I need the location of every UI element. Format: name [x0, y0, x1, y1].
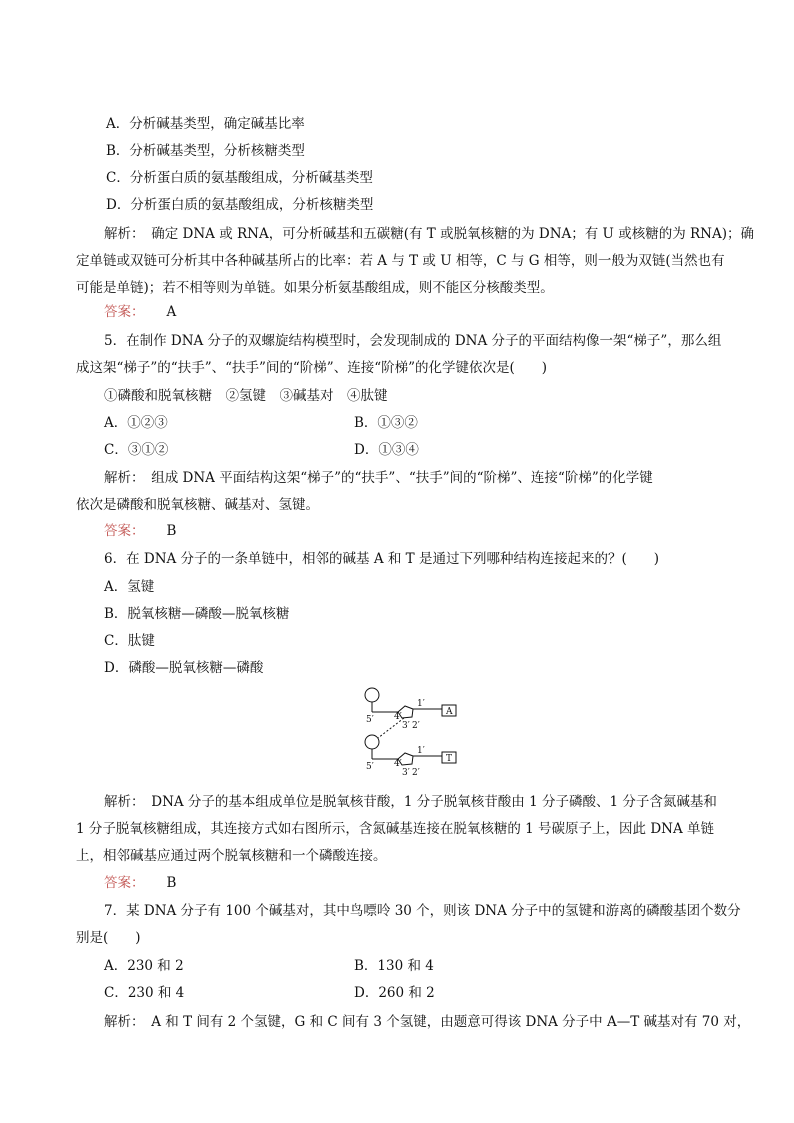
q5-items: ①磷酸和脱氧核糖 ②氢键 ③碱基对 ④肽键 [104, 388, 388, 404]
phosphodiester-link [378, 718, 404, 738]
answer-label: 答案： [104, 304, 145, 320]
q7-option-a: A．230 和 2 [104, 958, 184, 974]
q7-analysis-line-1: 解析： A 和 T 间有 2 个氢键，G 和 C 间有 3 个氢键，由题意可得该 DNA 分子中 A—T 碱基对有 70 对， [104, 1014, 751, 1030]
q7-stem-line-1: 7．某 DNA 分子有 100 个碱基对，其中鸟嘌呤 30 个，则该 DNA 分子中的氢键和游离的磷酸基团个数分 [104, 903, 741, 919]
q4-analysis-line-2: 定单链或双链可分析其中各种碱基所占的比率：若 A 与 T 或 U 相等，C 与 G 相等，则一般为双链(当然也有 [76, 253, 725, 269]
q6-stem: 6．在 DNA 分子的一条单链中，相邻的碱基 A 和 T 是通过下列哪种结构连接起来的？( ) [104, 551, 660, 567]
q4-analysis-line-3: 可能是单链)；若不相等则为单链。如果分析氨基酸组成，则不能区分核酸类型。 [76, 280, 554, 296]
nucleotide-chain-diagram [360, 686, 460, 776]
q5-option-d: D．①③④ [354, 442, 419, 458]
carbon-label-2-bottom: 2′ [412, 768, 420, 776]
q6-option-a: A．氢键 [104, 579, 155, 595]
carbon-label-5-bottom: 5′ [366, 762, 374, 772]
q6-option-b: B．脱氧核糖—磷酸—脱氧核糖 [104, 606, 290, 622]
base-label-top: A [446, 707, 453, 717]
q5-option-c: C．③①② [104, 442, 169, 458]
q4-answer [104, 303, 176, 321]
carbon-label-3-top: 3′ [402, 721, 410, 731]
q7-stem-line-2: 别是( ) [76, 930, 141, 946]
q4-option-b: B．分析碱基类型，分析核糖类型 [106, 143, 305, 159]
q5-answer [104, 522, 176, 540]
q5-analysis-line-1: 解析： 组成 DNA 平面结构这架“梯子”的“扶手”、“扶手”间的“阶梯”、连接“阶梯”的化学键 [104, 470, 653, 486]
carbon-label-1-top: 1′ [417, 699, 425, 709]
q4-option-c: C．分析蛋白质的氨基酸组成，分析碱基类型 [106, 170, 373, 186]
q7-option-c: C．230 和 4 [104, 985, 185, 1001]
carbon-label-4-top: 4′ [394, 712, 402, 722]
q6-option-d: D．磷酸—脱氧核糖—磷酸 [104, 660, 264, 676]
q5-option-b: B．①③② [354, 415, 418, 431]
phosphate-circle-top [365, 688, 379, 702]
q4-analysis-line-1: 解析： 确定 DNA 或 RNA，可分析碱基和五碳糖(有 T 或脱氧核糖的为 DNA；有 U 或核糖的为 RNA)；确 [104, 226, 755, 242]
q4-option-d: D．分析蛋白质的氨基酸组成，分析核糖类型 [106, 197, 374, 213]
q7-option-d: D．260 和 2 [354, 985, 435, 1001]
q6-analysis-line-1: 解析： DNA 分子的基本组成单位是脱氧核苷酸，1 分子脱氧核苷酸由 1 分子磷酸、1 分子含氮碱基和 [104, 794, 717, 810]
carbon-label-3-bottom: 3′ [402, 768, 410, 776]
answer-value: B [166, 523, 177, 539]
answer-label: 答案： [104, 875, 145, 891]
carbon-label-2-top: 2′ [412, 721, 420, 731]
answer-value: B [166, 875, 177, 891]
q6-analysis-line-2: 1 分子脱氧核糖组成，其连接方式如右图所示，含氮碱基连接在脱氧核糖的 1 号碳原子上，因此 DNA 单链 [76, 821, 715, 837]
q6-analysis-line-3: 上，相邻碱基应通过两个脱氧核糖和一个磷酸连接。 [76, 848, 387, 864]
q4-option-a: A．分析碱基类型，确定碱基比率 [106, 116, 305, 132]
q5-analysis-line-2: 依次是磷酸和脱氧核糖、碱基对、氢键。 [76, 497, 319, 513]
q5-stem-line-1: 5．在制作 DNA 分子的双螺旋结构模型时，会发现制成的 DNA 分子的平面结构像一架“梯子”，那么组 [104, 333, 722, 349]
q7-option-b: B．130 和 4 [354, 958, 434, 974]
q5-stem-line-2: 成这架“梯子”的“扶手”、“扶手”间的“阶梯”、连接“阶梯”的化学键依次是( ) [76, 360, 548, 376]
answer-label: 答案： [104, 523, 145, 539]
answer-value: A [166, 304, 177, 320]
q6-option-c: C．肽键 [104, 633, 155, 649]
phosphate-circle-bottom [365, 735, 379, 749]
carbon-label-4-bottom: 4′ [394, 759, 402, 769]
q6-answer [104, 874, 176, 892]
carbon-label-1-bottom: 1′ [417, 746, 425, 756]
q5-option-a: A．①②③ [104, 415, 168, 431]
carbon-label-5-top: 5′ [366, 715, 374, 725]
base-label-bottom: T [446, 754, 453, 764]
